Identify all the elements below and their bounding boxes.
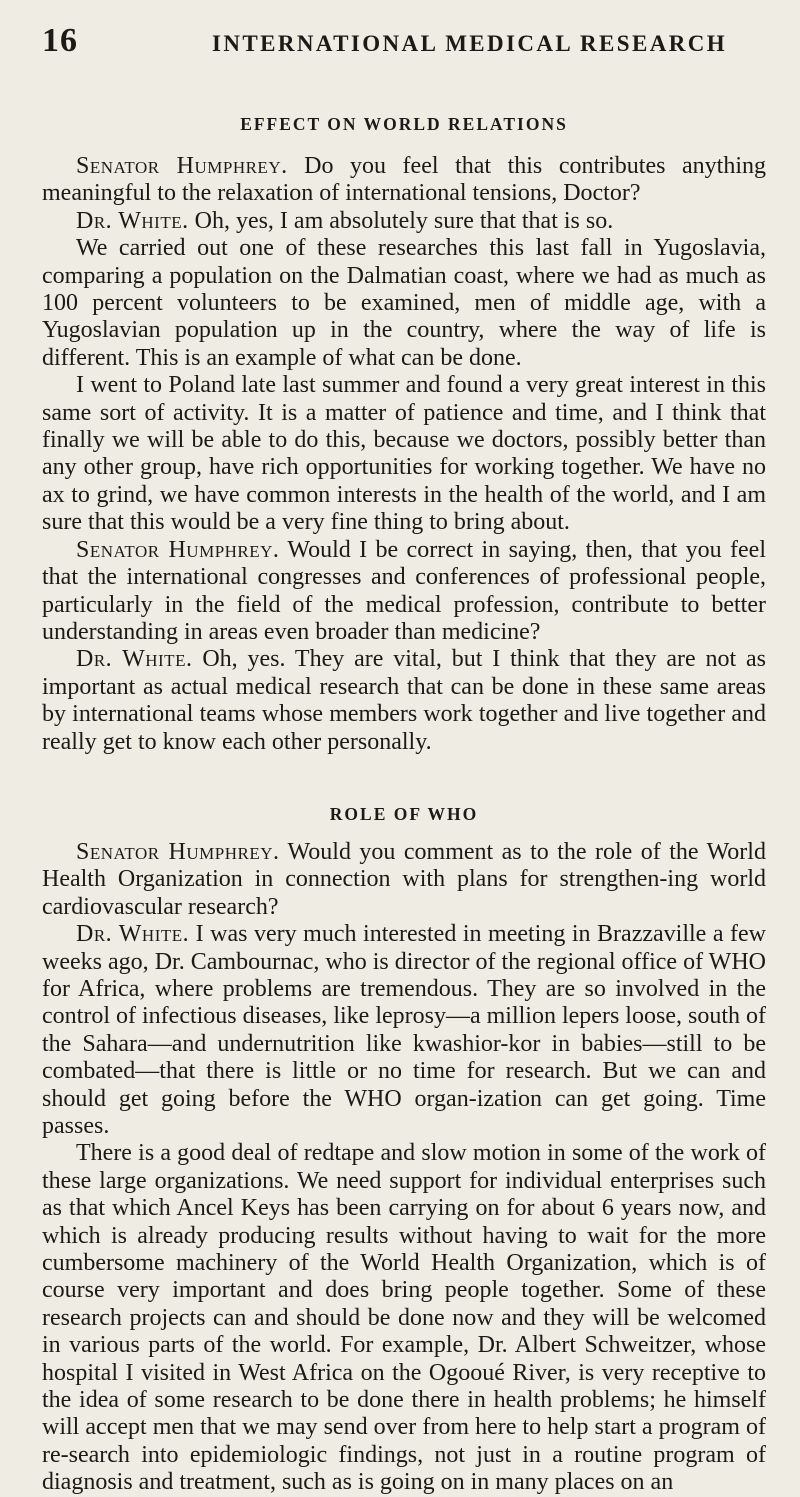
- running-header: [42, 22, 766, 72]
- speaker-name: Senator Humphrey.: [76, 536, 280, 563]
- paragraph-text: We carried out one of these researches this last fall in Yugoslavia, comparing a population on the Dalmatian coast, where we had as much as 100 percent volunteers to be examined, men of middle age, with a Yugoslavian population up in the country, where the way of life is different. This is an example of what can be done.: [42, 235, 766, 371]
- paragraph: [42, 921, 766, 1140]
- paragraph: [42, 1140, 766, 1496]
- speaker-name: Senator Humphrey.: [76, 153, 288, 179]
- paragraph: [42, 372, 766, 536]
- speaker-name: Dr. White.: [76, 921, 190, 948]
- section-role-of-who: [42, 804, 766, 1497]
- speaker-name: Senator Humphrey.: [76, 838, 280, 865]
- section-heading: ROLE OF WHO: [329, 803, 479, 824]
- paragraph: [42, 235, 766, 372]
- paragraph-text: Would you comment as to the role of the World Health Organization in connection with plans for strengthen-ing world cardiovascular research?: [42, 838, 766, 920]
- paragraph-text: Would I be correct in saying, then, that you feel that the international congresses and conferences of professional people, particularly in the field of the medical profession, contribute to better understanding in areas even broader than medicine?: [42, 536, 766, 645]
- paragraph-text: Oh, yes. They are vital, but I think that they are not as important as actual medical research that can be done in these same areas by international teams whose members work together and live together and really get to know each other personally.: [42, 646, 766, 755]
- paragraph-text: I was very much interested in meeting in Brazzaville a few weeks ago, Dr. Cambournac, who is director of the regional office of WHO for Africa, where problems are tremendous. They are so involved in the control of infectious diseases, like leprosy—a million lepers loose, south of the Sahara—and undernutrition like kwashior-kor in babies—still to be combated—that there is little or no time for research. But we can and should get going before the WHO organ-ization can get going. Time passes.: [42, 921, 766, 1139]
- paragraph-text: There is a good deal of redtape and slow motion in some of the work of these large organizations. We need support for individual enterprises such as that which Ancel Keys has been carrying on for about 6 years now, and which is already producing results without having to wait for the more cumbersome machinery of the World Health Organization, which is of course very important and does bring people together. Some of these research projects can and should be done now and they will be welcomed in various parts of the world. For example, Dr. Albert Schweitzer, whose hospital I visited in West Africa on the Ogooué River, is very receptive to the idea of some research to be done there in health problems; he himself will accept men that we may send over from here to help start a program of re-search into epidemiologic findings, not just in a routine program of diagnosis and treatment, such as is going on in many places on an: [42, 1140, 766, 1496]
- paragraph-text: Oh, yes, I am absolutely sure that that is so.: [194, 207, 614, 234]
- speaker-name: Dr. White.: [76, 646, 193, 673]
- paragraph: [42, 153, 766, 208]
- running-title: INTERNATIONAL MEDICAL RESEARCH: [212, 31, 728, 56]
- section-heading: EFFECT ON WORLD RELATIONS: [240, 114, 568, 134]
- paragraph: [42, 646, 766, 756]
- paragraph-text: I went to Poland late last summer and found a very great interest in this same sort of activity. It is a matter of patience and time, and I think that finally we will be able to do this, because we doctors, possibly better than any other group, have rich opportunities for working together. We have no ax to grind, we have common interests in the health of the world, and I am sure that this would be a very fine thing to bring about.: [42, 372, 766, 536]
- paragraph: [42, 537, 766, 647]
- paragraph: [42, 208, 766, 235]
- paragraph: [42, 839, 766, 921]
- speaker-name: Dr. White.: [76, 207, 189, 234]
- page-number: 16: [42, 22, 78, 59]
- paragraph-text: Do you feel that this contributes anything meaningful to the relaxation of international tensions, Doctor?: [42, 153, 766, 207]
- section-effect-on-world-relations: [42, 114, 766, 756]
